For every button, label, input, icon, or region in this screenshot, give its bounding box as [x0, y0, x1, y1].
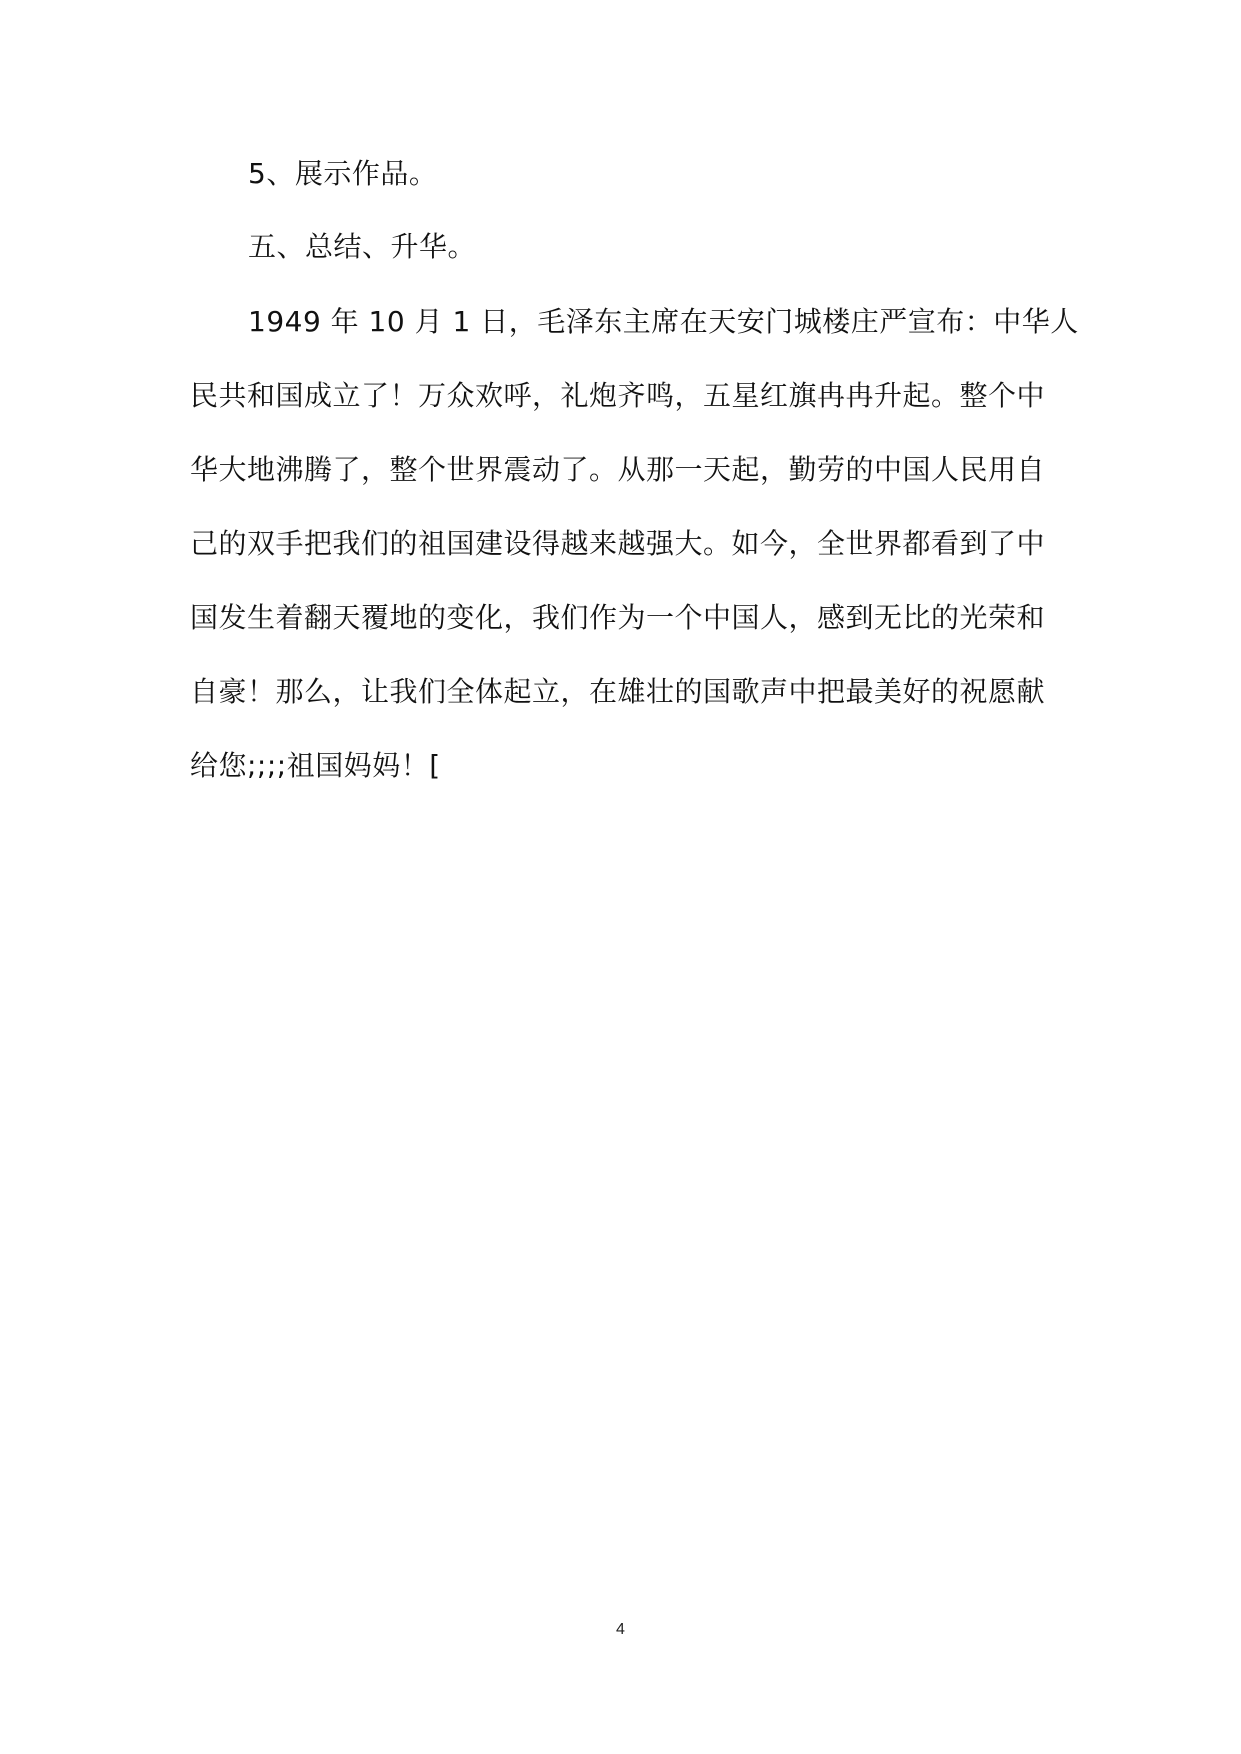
paragraph-line-4: 己的双手把我们的祖国建设得越来越强大。如今，全世界都看到了中 [190, 527, 1046, 560]
paragraph-line-7: 给您;;;;祖国妈妈！[ [190, 749, 441, 782]
section-heading-summary: 五、总结、升华。 [248, 230, 477, 263]
page-number: 4 [616, 1621, 625, 1638]
paragraph-line-6: 自豪！那么，让我们全体起立，在雄壮的国歌声中把最美好的祝愿献 [190, 675, 1046, 708]
paragraph-line-3: 华大地沸腾了，整个世界震动了。从那一天起，勤劳的中国人民用自 [190, 453, 1046, 486]
list-item-show-works: 5、展示作品。 [248, 157, 438, 190]
paragraph-line-2: 民共和国成立了！万众欢呼，礼炮齐鸣，五星红旗冉冉升起。整个中 [190, 379, 1046, 412]
paragraph-line-5: 国发生着翻天覆地的变化，我们作为一个中国人，感到无比的光荣和 [190, 601, 1046, 634]
paragraph-line-1: 1949 年 10 月 1 日，毛泽东主席在天安门城楼庄严宣布：中华人 [248, 305, 1079, 338]
